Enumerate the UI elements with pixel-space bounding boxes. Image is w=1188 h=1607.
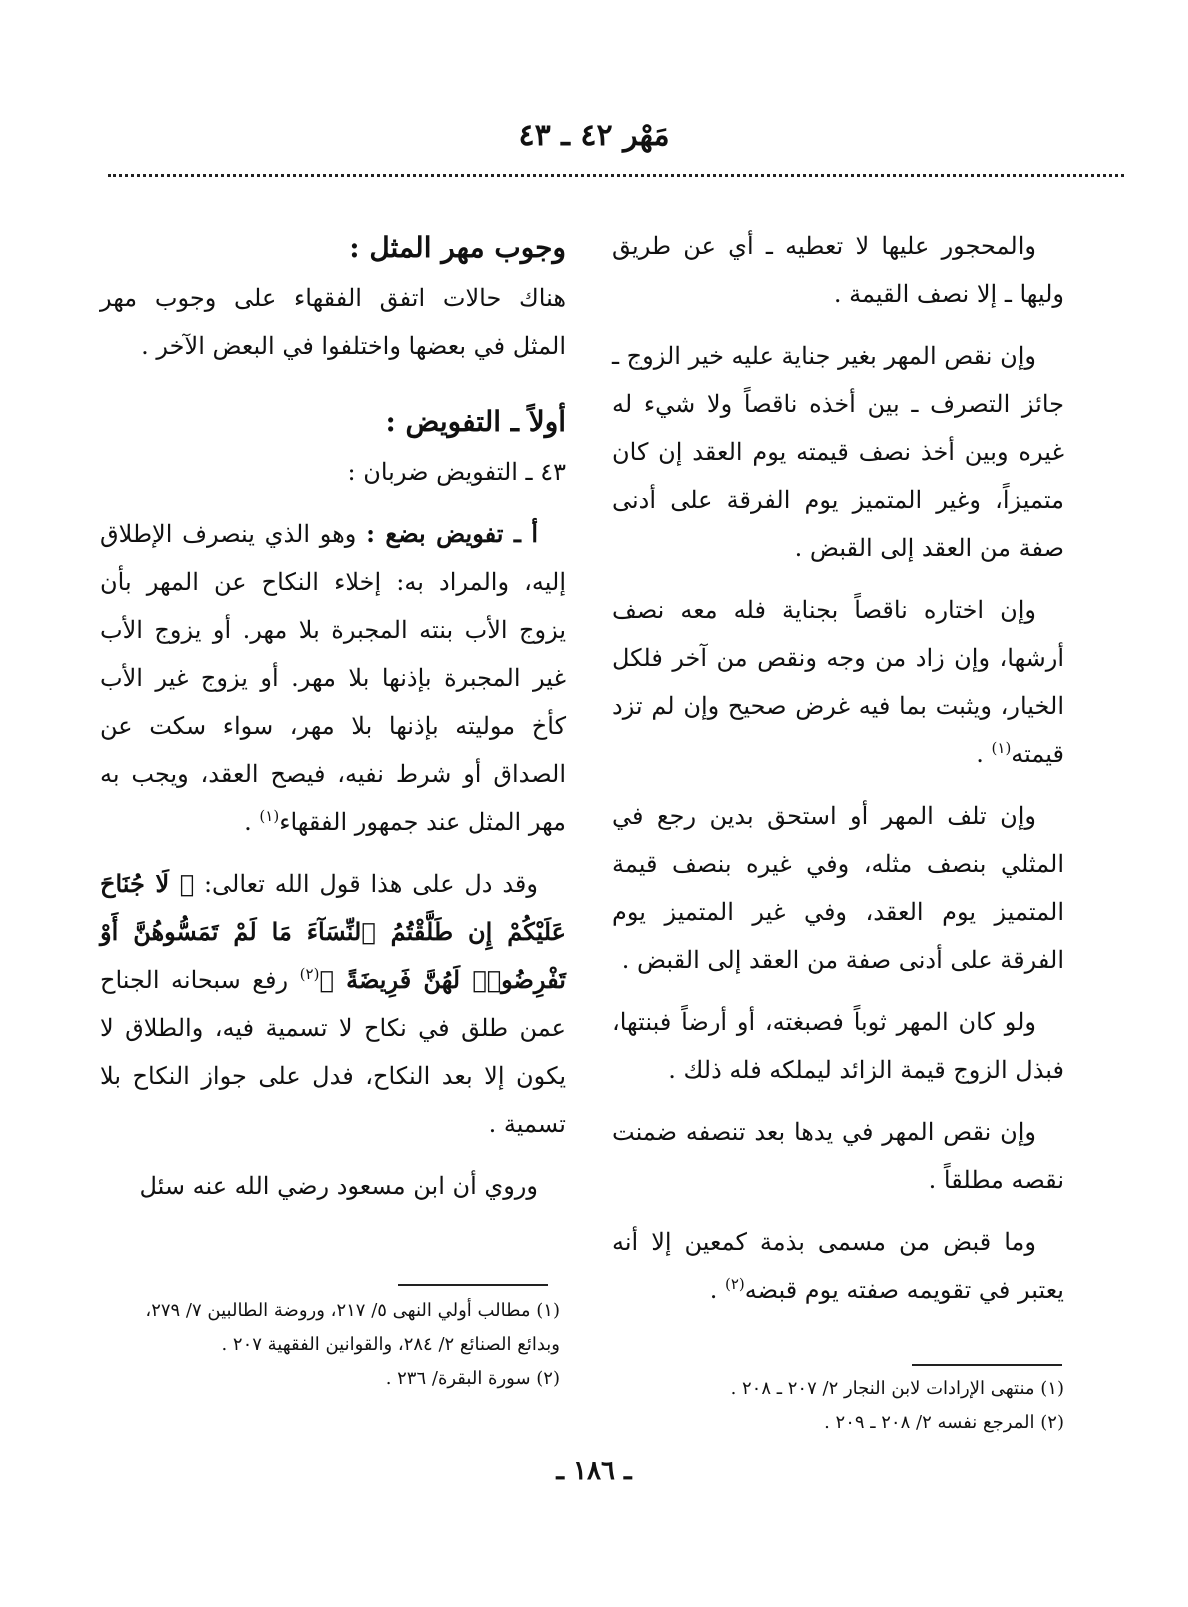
- quran-verse: ﴿ لَا جُنَاحَ عَلَيْكُمْ إِن طَلَّقْتُمُ ٱلنِّسَآءَ مَا لَمْ تَمَسُّوهُنَّ أَوْ تَفْرِضُوا۟ لَهُنَّ فَرِيضَةً ﴾: [100, 869, 566, 994]
- footnotes-left: [100, 1294, 560, 1396]
- left-para-3-text: وهو الذي ينصرف الإطلاق إليه، والمراد به: إخلاء النكاح عن المهر بأن يزوج الأب بنته المجبرة بلا مهر. أو يزوج الأب غير المجبرة بإذنها بلا مهر. أو يزوج غير الأب كأخ موليته بإذنها بلا مهر، سواء سكت عن الصداق أو شرط نفيه، فيصح العقد، ويجب به مهر المثل عند جمهور الفقهاء: [100, 520, 567, 836]
- left-para-4-rest: رفع سبحانه الجناح عمن طلق في نكاح لا تسمية فيه، والطلاق لا يكون إلا بعد النكاح، فدل على جواز النكاح بلا تسمية .: [100, 966, 566, 1138]
- right-para-7: [612, 1218, 1064, 1314]
- footnotes-right: [612, 1372, 1064, 1440]
- section-heading-mahr-al-mithl: وجوب مهر المثل :: [349, 231, 566, 264]
- left-para-5: وروي أن ابن مسعود رضي الله عنه سئل: [139, 1172, 538, 1200]
- right-para-6: وإن نقص المهر في يدها بعد تنصفه ضمنت نقصه مطلقاً .: [612, 1118, 1064, 1194]
- footnote-rule-left: [398, 1284, 548, 1286]
- left-para-3: [100, 510, 566, 846]
- footnote-ref-1[interactable]: (١): [991, 739, 1012, 757]
- subsection-lead: أ ـ تفويض بضع :: [366, 519, 538, 548]
- right-para-2: وإن نقص المهر بغير جناية عليه خير الزوج ـ جائز التصرف ـ بين أخذه ناقصاً ولا شيء له غيره وبين أخذ نصف قيمته يوم العقد إن كان متميزاً، وغير المتميز يوم الفرقة على أدنى صفة من العقد إلى القبض .: [611, 342, 1064, 562]
- running-header-title: مَهْر ٤٢ ـ ٤٣: [518, 118, 670, 153]
- left-column: [100, 222, 566, 1224]
- right-para-4: وإن تلف المهر أو استحق بدين رجع في المثلي بنصف مثله، وفي غيره بنصف قيمة المتميز يوم العقد، وفي غير المتميز يوم الفرقة على أدنى صفة من العقد إلى القبض .: [612, 802, 1064, 974]
- period: .: [244, 808, 260, 836]
- footnote-ref-1[interactable]: (١): [259, 807, 280, 825]
- right-para-5: ولو كان المهر ثوباً فصبغته، أو أرضاً فبنتها، فبذل الزوج قيمة الزائد ليملكه فله ذلك .: [612, 1008, 1064, 1084]
- footnote-left-1: (١) مطالب أولي النهى ٥/ ٢١٧، وروضة الطالبين ٧/ ٢٧٩، وبدائع الصنائع ٢/ ٢٨٤، والقوانين الفقهية ٢٠٧ .: [145, 1300, 560, 1355]
- left-para-2: ٤٣ ـ التفويض ضربان :: [347, 458, 566, 486]
- right-para-3: [612, 586, 1064, 778]
- header-dotted-rule: [108, 174, 1124, 177]
- footnote-rule-right: [912, 1364, 1062, 1366]
- right-para-1: والمحجور عليها لا تعطيه ـ أي عن طريق وليها ـ إلا نصف القيمة .: [612, 232, 1064, 308]
- period: .: [976, 740, 992, 768]
- left-para-4-lead: وقد دل على هذا قول الله تعالى:: [203, 870, 538, 898]
- page-number: ـ ١٨٦ ـ: [556, 1456, 632, 1486]
- right-para-3-text: وإن اختاره ناقصاً بجناية فله معه نصف أرشها، وإن زاد من وجه ونقص من آخر فلكل الخيار، ويثبت بما فيه غرض صحيح وإن لم تزد قيمته: [612, 596, 1064, 768]
- right-para-7-text: وما قبض من مسمى بذمة كمعين إلا أنه يعتبر في تقويمه صفته يوم قبضه: [612, 1228, 1064, 1304]
- footnote-ref-2[interactable]: (٢): [725, 1275, 745, 1293]
- left-para-4: [100, 860, 566, 1148]
- footnote-ref-2[interactable]: (٢): [299, 965, 320, 983]
- period: .: [709, 1276, 725, 1304]
- right-column: [612, 222, 1064, 1328]
- footnote-right-2: (٢) المرجع نفسه ٢/ ٢٠٨ ـ ٢٠٩ .: [824, 1412, 1064, 1433]
- left-para-1: هناك حالات اتفق الفقهاء على وجوب مهر المثل في بعضها واختلفوا في البعض الآخر .: [100, 284, 566, 360]
- footnote-right-1: (١) منتهى الإرادات لابن النجار ٢/ ٢٠٧ ـ ٢٠٨ .: [730, 1378, 1064, 1399]
- footnote-left-2: (٢) سورة البقرة/ ٢٣٦ .: [385, 1368, 560, 1389]
- section-heading-tafwid: أولاً ـ التفويض :: [385, 405, 566, 438]
